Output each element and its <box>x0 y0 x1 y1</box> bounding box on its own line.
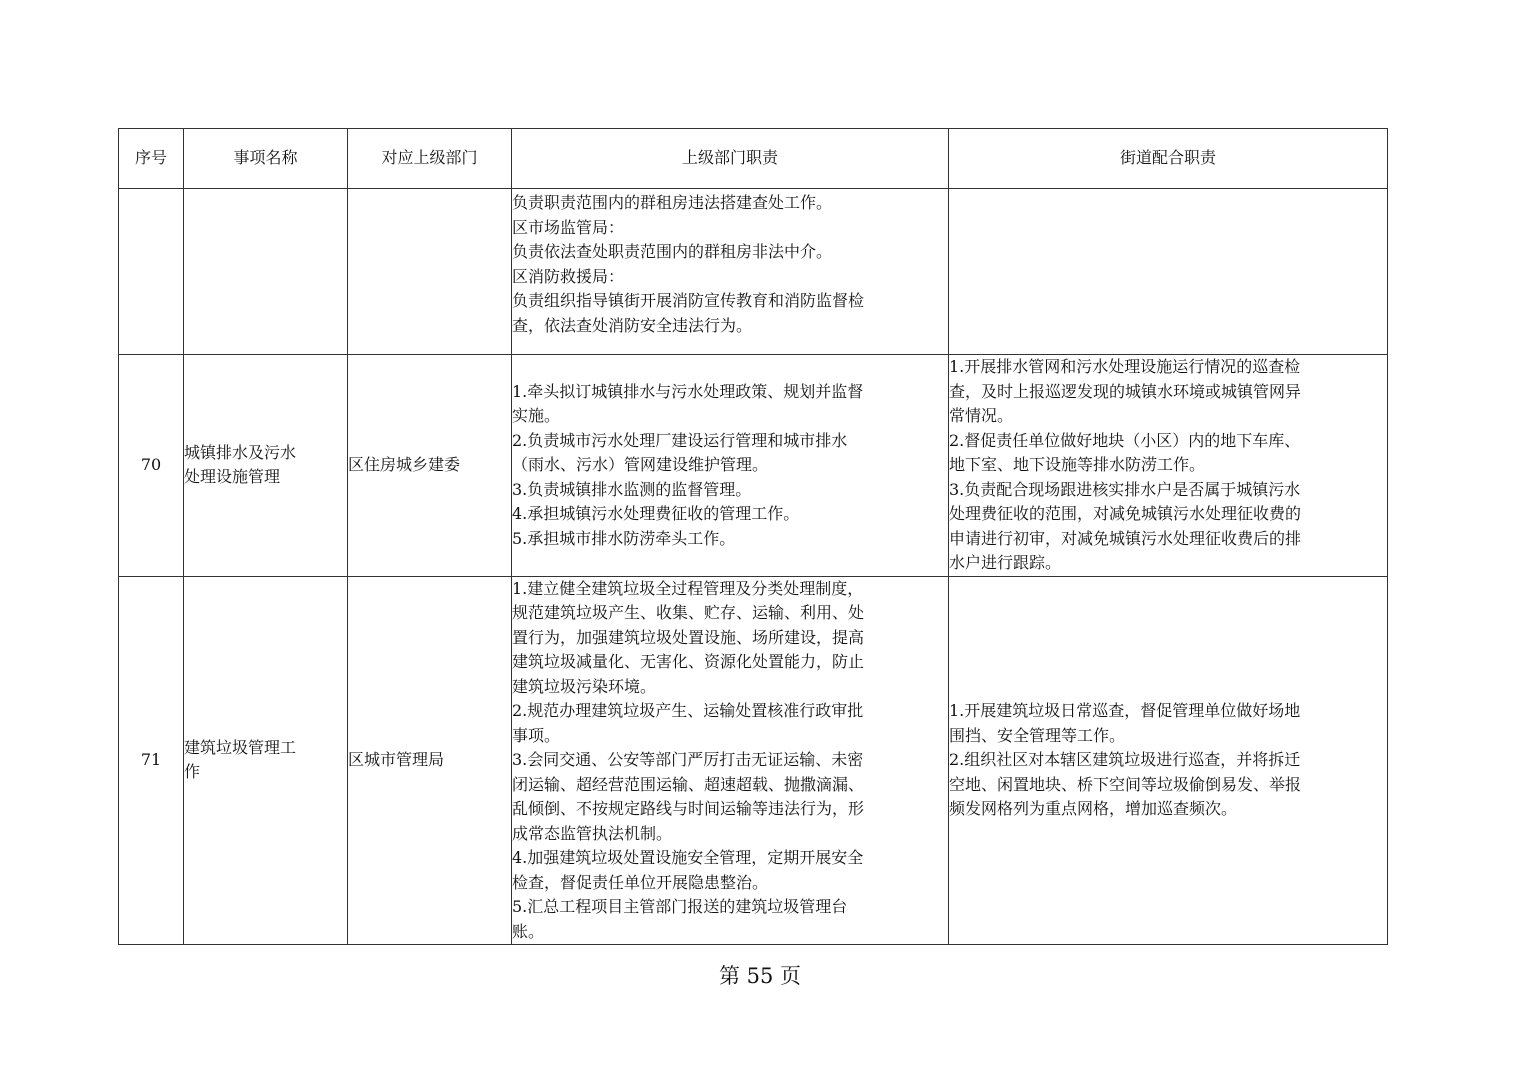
item-name-cell <box>184 355 348 577</box>
table-row <box>119 189 1388 355</box>
item-name-line: 城镇排水及污水 <box>184 442 297 462</box>
seq-cell <box>119 189 184 355</box>
duty-line: 规范建筑垃圾产生、收集、贮存、运输、利用、处 <box>512 603 865 622</box>
coop-line: 处理费征收的范围，对减免城镇污水处理征收费的 <box>949 504 1302 523</box>
dept-cell <box>348 189 512 355</box>
item-name-line: 建筑垃圾管理工 <box>184 737 297 757</box>
duty-line: 3.会同交通、公安等部门严厉打击无证运输、未密 <box>512 750 864 769</box>
header-upper-dept: 对应上级部门 <box>348 129 512 189</box>
document-page <box>118 128 1387 945</box>
duties-cell <box>512 189 949 355</box>
coop-cell <box>949 189 1388 355</box>
item-name-line: 作 <box>184 762 201 782</box>
coop-cell <box>949 355 1388 577</box>
duty-line: 2.负责城市污水处理厂建设运行管理和城市排水 <box>512 430 848 450</box>
responsibility-table <box>118 128 1388 945</box>
coop-cell <box>949 576 1388 945</box>
header-item-name: 事项名称 <box>184 129 348 189</box>
duties-cell <box>512 355 949 577</box>
coop-line: 查，及时上报巡逻发现的城镇水环境或城镇管网异 <box>949 381 1302 401</box>
duty-line: 建筑垃圾减量化、无害化、资源化处置能力，防止 <box>512 652 865 671</box>
duty-line: 置行为，加强建筑垃圾处置设施、场所建设，提高 <box>512 627 865 647</box>
duty-line: 乱倾倒、不按规定路线与时间运输等违法行为，形 <box>512 799 865 818</box>
duty-line: 1.牵头拟订城镇排水与污水处理政策、规划并监督 <box>512 381 864 401</box>
coop-line: 3.负责配合现场跟进核实排水户是否属于城镇污水 <box>949 479 1301 499</box>
coop-line: 2.督促责任单位做好地块（小区）内的地下车库、 <box>949 430 1301 450</box>
coop-line: 1.开展建筑垃圾日常巡查，督促管理单位做好场地 <box>949 701 1301 720</box>
duty-line: 实施。 <box>512 406 561 425</box>
coop-line: 空地、闲置地块、桥下空间等垃圾偷倒易发、举报 <box>949 774 1302 794</box>
page-number: 第 55 页 <box>718 964 802 988</box>
item-name-line: 处理设施管理 <box>184 467 281 487</box>
duty-line: 闭运输、超经营范围运输、超速超载、抛撒滴漏、 <box>512 774 865 794</box>
coop-line: 申请进行初审，对减免城镇污水处理征收费后的排 <box>949 528 1302 548</box>
duty-line: （雨水、污水）管网建设维护管理。 <box>512 455 769 474</box>
header-upper-duties: 上级部门职责 <box>512 129 949 189</box>
duty-line: 查，依法查处消防安全违法行为。 <box>512 315 753 335</box>
duty-line: 5.汇总工程项目主管部门报送的建筑垃圾管理台 <box>512 897 848 916</box>
item-name-cell <box>184 576 348 945</box>
duty-line: 成常态监管执法机制。 <box>512 823 673 843</box>
duty-line: 2.规范办理建筑垃圾产生、运输处置核准行政审批 <box>512 701 864 720</box>
dept-cell: 区城市管理局 <box>348 576 512 945</box>
duty-line: 负责依法查处职责范围内的群租房非法中介。 <box>512 242 833 261</box>
table-row <box>119 355 1388 577</box>
coop-line: 1.开展排水管网和污水处理设施运行情况的巡查检 <box>949 357 1301 376</box>
dept-cell: 区住房城乡建委 <box>348 355 512 577</box>
coop-line: 常情况。 <box>949 406 1014 425</box>
header-seq: 序号 <box>119 129 184 189</box>
duty-line: 检查，督促责任单位开展隐患整治。 <box>512 872 769 892</box>
duty-line: 1.建立健全建筑垃圾全过程管理及分类处理制度， <box>512 578 864 598</box>
duty-line: 4.加强建筑垃圾处置设施安全管理，定期开展安全 <box>512 848 864 867</box>
seq-cell: 71 <box>119 576 184 945</box>
duty-line: 负责职责范围内的群租房违法搭建查处工作。 <box>512 193 833 212</box>
coop-line: 地下室、地下设施等排水防涝工作。 <box>949 455 1206 474</box>
duty-line: 4.承担城镇污水处理费征收的管理工作。 <box>512 504 800 523</box>
item-name-cell <box>184 189 348 355</box>
coop-line: 2.组织社区对本辖区建筑垃圾进行巡查，并将拆迁 <box>949 750 1301 769</box>
duty-line: 事项。 <box>512 725 561 745</box>
table-header-row <box>119 129 1388 189</box>
table-row <box>119 576 1388 945</box>
duty-line: 区市场监管局： <box>512 217 625 237</box>
duty-line: 建筑垃圾污染环境。 <box>512 676 657 696</box>
duty-line: 5.承担城市排水防涝牵头工作。 <box>512 528 736 548</box>
coop-line: 水户进行跟踪。 <box>949 553 1062 572</box>
header-street-coop: 街道配合职责 <box>949 129 1388 189</box>
coop-line: 频发网格列为重点网格，增加巡查频次。 <box>949 799 1238 818</box>
duty-line: 账。 <box>512 921 545 941</box>
duty-line: 区消防救援局： <box>512 266 625 286</box>
duty-line: 3.负责城镇排水监测的监督管理。 <box>512 479 752 499</box>
coop-line: 围挡、安全管理等工作。 <box>949 725 1126 745</box>
duties-cell <box>512 576 949 945</box>
seq-cell: 70 <box>119 355 184 577</box>
duty-line: 负责组织指导镇街开展消防宣传教育和消防监督检 <box>512 291 865 310</box>
